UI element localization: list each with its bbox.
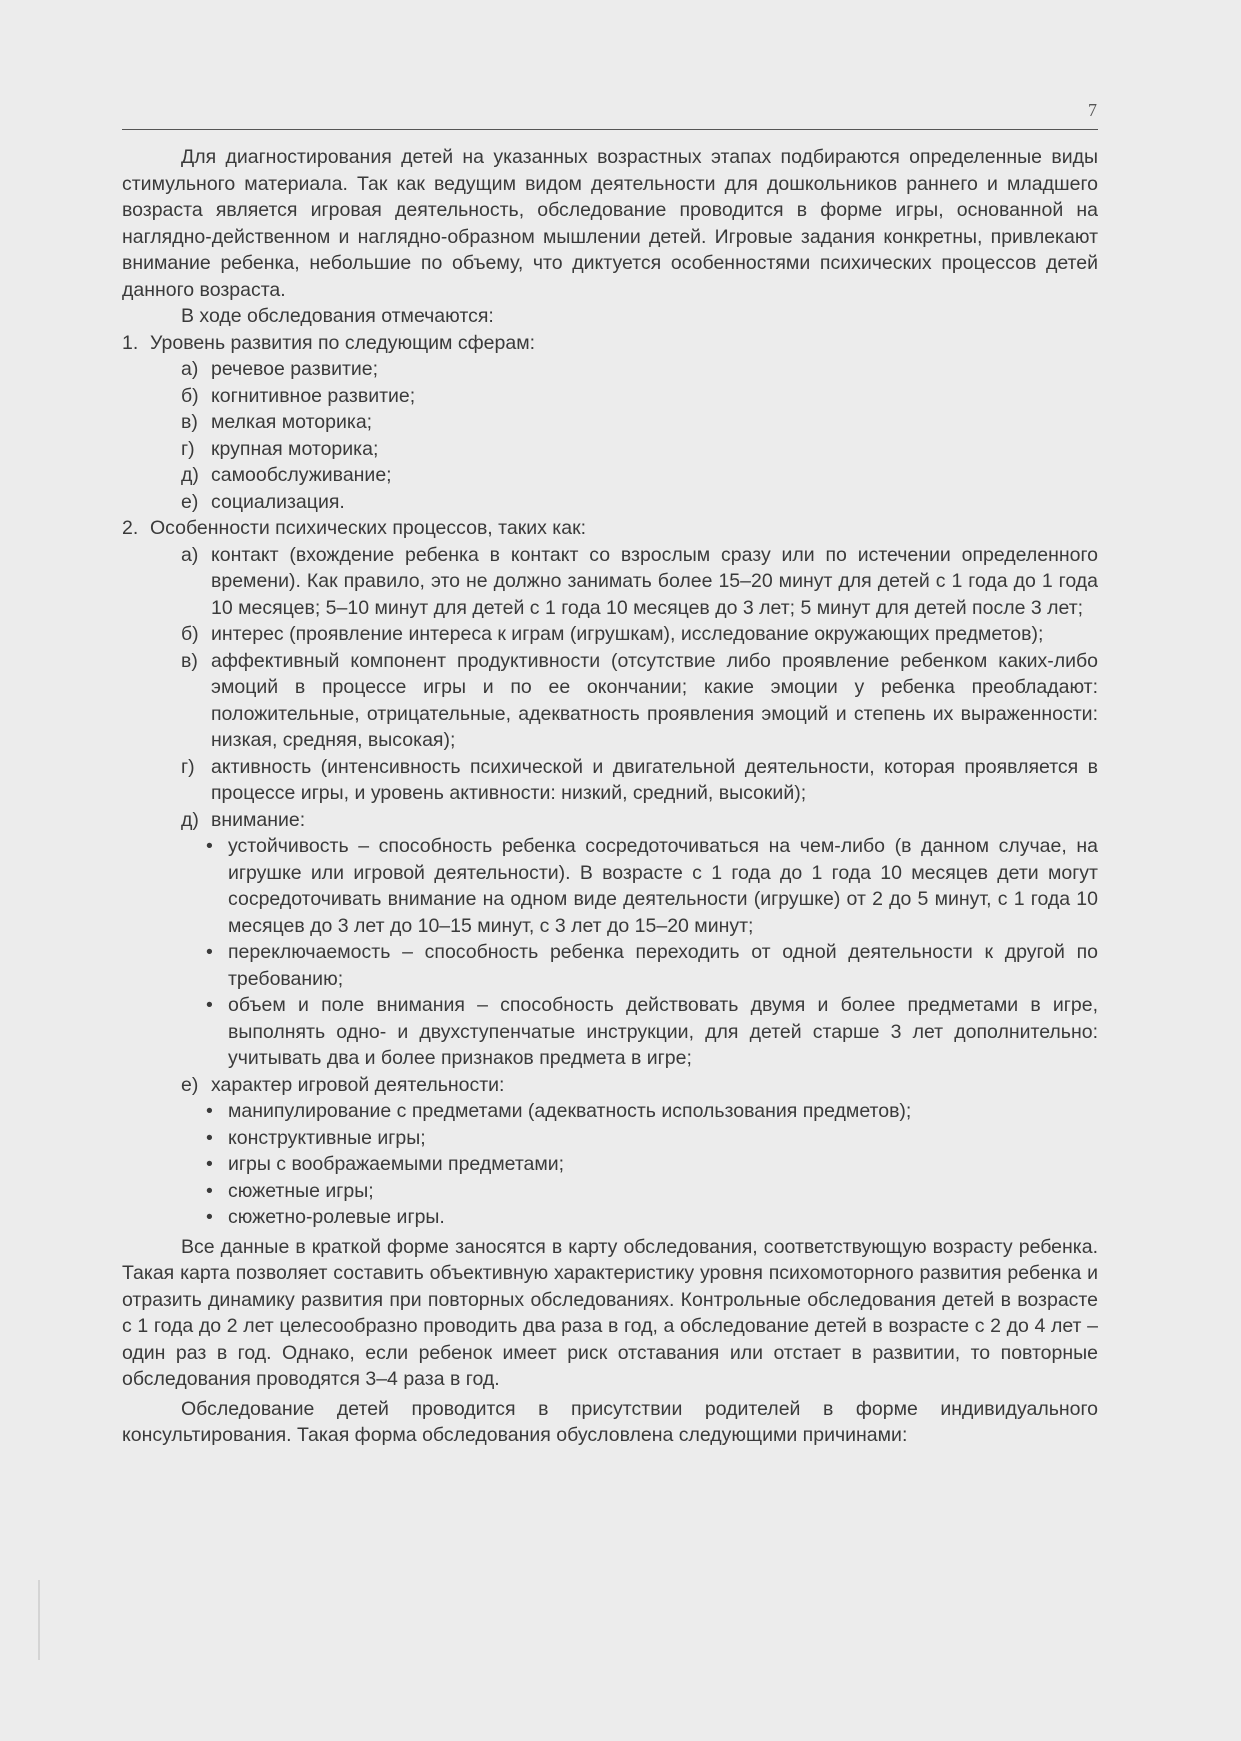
section-1-heading — [122, 330, 1098, 357]
play-bullet: • сюжетные игры; — [206, 1178, 1098, 1205]
section-1-item: б) когнитивное развитие; — [181, 384, 416, 407]
bullet-icon: • — [206, 1179, 213, 1202]
header-rule — [122, 129, 1098, 130]
page-body — [122, 144, 1098, 1449]
section-2-item-affective: в) аффективный компонент продуктивности (отсутствие либо проявление ребенком каких-либо эмоций в процессе игры и по ее окончании; какие эмоции у ребенка преобладают: положительные, отрицательные, адекватность проявления эмоций и степень их выраженности: низкая, средняя, высокая); — [181, 649, 1098, 751]
bullet-icon: • — [206, 835, 213, 857]
play-bullet: • манипулирование с предметами (адекватность использования предметов); — [206, 1098, 1098, 1125]
intro-paragraph: Для диагностирования детей на указанных возрастных этапах подбираются определенные виды стимульного материала. Так как ведущим видом деятельности для дошкольников раннего и младшего возраста является игровая деятельность, обследование проводится в форме игры, основанной на наглядно-действенном и наглядно-образном мышлении детей. Игровые задания конкретны, привлекают внимание ребенка, небольшие по объему, что диктуется особенностями психических процессов детей данного возраста. — [122, 146, 1098, 301]
attention-bullet: • объем и поле внимания – способность действовать двумя и более предметами в игре, выполнять одно- и двухступенчатые инструкции, для детей старше 3 лет дополнительно: учитывать два и более признаков предмета в игре; — [206, 992, 1098, 1072]
section-2-item-interest: б) интерес (проявление интереса к играм (игрушкам), исследование окружающих предметов); — [181, 623, 1044, 645]
bullet-icon: • — [206, 1153, 213, 1175]
page-number: 7 — [1088, 100, 1097, 120]
section-1-item: г) крупная моторика; — [181, 437, 379, 460]
section-1-title: Уровень развития по следующим сферам: — [150, 331, 536, 354]
section-1-item: е) социализация. — [181, 490, 345, 513]
noted-lead: В ходе обследования отмечаются: — [181, 305, 494, 327]
play-bullet: • игры с воображаемыми предметами; — [206, 1151, 1098, 1178]
section-2-item-contact: а) контакт (вхождение ребенка в контакт со взрослым сразу или по истечении определенного времени). Как правило, это не должно занимать более 15–20 минут для детей с 1 года до 1 года 10 месяцев; 5–10 минут для детей с 1 года 10 месяцев до 3 лет; 5 минут для детей после 3 лет; — [181, 543, 1098, 619]
bullet-icon: • — [206, 994, 213, 1016]
closing-paragraph: Обследование детей проводится в присутствии родителей в форме индивидуального консультирования. Такая форма обследования обусловлена следующими причинами: — [122, 1397, 1098, 1446]
attention-bullet: • переключаемость – способность ребенка переходить от одной деятельности к другой по требованию; — [206, 939, 1098, 992]
summary-paragraph: Все данные в краткой форме заносятся в карту обследования, соответствующую возрасту ребенка. Такая карта позволяет составить объективную характеристику уровня психомоторного развития ребенка и отразить динамику развития при повторных обследованиях. Контрольные обследования детей в возрасте с 1 года до 2 лет целесообразно проводить два раза в год, а обследование детей в возрасте с 2 до 4 лет – один раз в год. Однако, если ребенок имеет риск отставания или отстает в развитии, то повторные обследования проводятся 3–4 раза в год. — [122, 1235, 1098, 1390]
section-2-number: 2. — [122, 517, 139, 539]
bullet-icon: • — [206, 1100, 213, 1122]
attention-bullet: • устойчивость – способность ребенка сосредоточиваться на чем-либо (в данном случае, на игрушке или игровой деятельности). В возрасте с 1 года до 1 года 10 месяцев дети могут сосредоточивать внимание на одном виде деятельности (игрушке) от 2 до 5 минут, с 1 года 10 месяцев до 3 лет до 10–15 минут, с 3 лет до 15–20 минут; — [206, 833, 1098, 939]
section-2-item-play: е) характер игровой деятельности: — [181, 1073, 505, 1096]
section-1-item: д) самообслуживание; — [181, 464, 392, 486]
bullet-icon: • — [206, 1206, 213, 1228]
section-2-item-activity: г) активность (интенсивность психической и двигательной деятельности, которая проявляется в процессе игры, и уровень активности: низкий, средний, высокий); — [181, 755, 1098, 804]
section-2-heading — [122, 515, 1098, 542]
section-1-item: а) речевое развитие; — [181, 358, 379, 380]
section-1-number: 1. — [122, 331, 139, 354]
section-2-item-attention: д) внимание: — [181, 808, 306, 831]
play-bullet: • сюжетно-ролевые игры. — [206, 1204, 1098, 1231]
play-bullet: • конструктивные игры; — [206, 1125, 1098, 1152]
section-2-title: Особенности психических процессов, таких как: — [150, 517, 587, 539]
section-1-item: в) мелкая моторика; — [181, 411, 373, 433]
bullet-icon: • — [206, 1126, 213, 1149]
bullet-icon: • — [206, 941, 213, 963]
scan-edge-mark — [38, 1580, 40, 1660]
